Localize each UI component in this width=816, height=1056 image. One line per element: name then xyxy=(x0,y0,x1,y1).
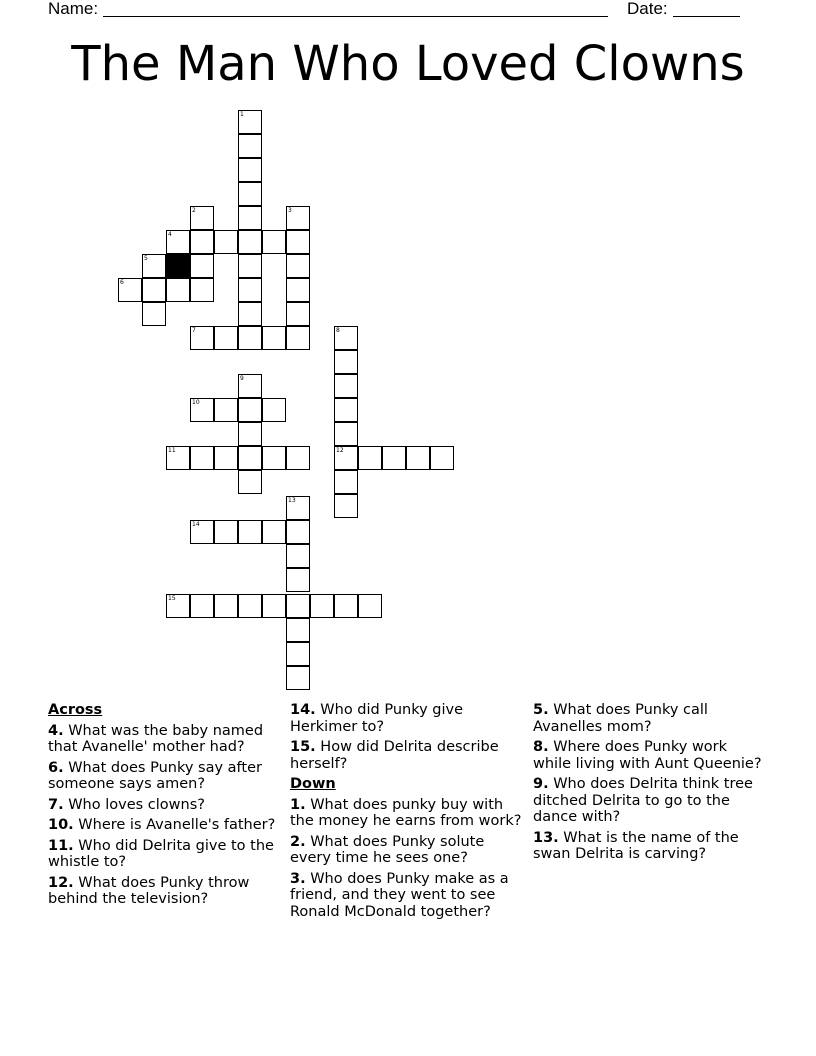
clue-num: 11. xyxy=(48,837,74,854)
crossword-cell[interactable] xyxy=(334,594,358,618)
crossword-cell[interactable] xyxy=(334,398,358,422)
crossword-cell[interactable] xyxy=(238,326,262,350)
clue-text: What was the baby named that Avanelle' mother had? xyxy=(48,722,264,755)
crossword-cell[interactable] xyxy=(238,594,262,618)
clue-num: 8. xyxy=(533,739,549,755)
page-title: The Man Who Loved Clowns xyxy=(71,36,745,92)
clue-num: 4. xyxy=(48,722,64,739)
crossword-cell[interactable] xyxy=(286,230,310,254)
across-clue xyxy=(290,739,526,772)
across-clue xyxy=(48,723,278,756)
crossword-cell[interactable] xyxy=(166,278,190,302)
clue-text: Who did Delrita give to the whistle to? xyxy=(48,837,274,870)
crossword-cell[interactable] xyxy=(238,302,262,326)
crossword-cell[interactable] xyxy=(286,544,310,568)
crossword-cell[interactable] xyxy=(238,134,262,158)
clue-number: 5 xyxy=(144,255,148,262)
clue-text: What does Punky say after someone says amen? xyxy=(48,759,262,792)
crossword-cell[interactable] xyxy=(286,520,310,544)
crossword-cell[interactable] xyxy=(262,398,286,422)
down-heading: Down xyxy=(290,776,336,792)
crossword-cell[interactable] xyxy=(286,254,310,278)
date-label: Date: xyxy=(627,0,668,18)
clue-text: What does Punky solute every time he sees one? xyxy=(290,833,485,866)
crossword-cell[interactable] xyxy=(190,520,214,544)
clue-number: 7 xyxy=(192,327,196,334)
across-clue xyxy=(48,817,278,834)
crossword-cell[interactable] xyxy=(238,206,262,230)
crossword-cell[interactable] xyxy=(382,446,406,470)
crossword-cell[interactable] xyxy=(238,278,262,302)
crossword-cell[interactable] xyxy=(214,230,238,254)
crossword-cell[interactable] xyxy=(190,398,214,422)
clue-number: 1 xyxy=(240,111,244,118)
clue-text: What does punky buy with the money he earns from work? xyxy=(290,796,522,829)
down-clue xyxy=(533,702,763,735)
crossword-cell[interactable] xyxy=(166,446,190,470)
down-clue xyxy=(290,871,526,921)
across-clue xyxy=(48,875,278,908)
crossword-cell[interactable] xyxy=(142,254,166,278)
clue-number: 9 xyxy=(240,375,244,382)
crossword-cell[interactable] xyxy=(286,278,310,302)
clue-text: What is the name of the swan Delrita is carving? xyxy=(533,829,739,862)
crossword-cell[interactable] xyxy=(214,594,238,618)
crossword-cell[interactable] xyxy=(142,278,166,302)
clue-num: 2. xyxy=(290,833,306,850)
crossword-cell[interactable] xyxy=(190,206,214,230)
crossword-cell[interactable] xyxy=(334,422,358,446)
name-label: Name: xyxy=(48,0,99,18)
crossword-cell[interactable] xyxy=(286,594,310,618)
crossword-cell[interactable] xyxy=(238,110,262,134)
crossword-cell[interactable] xyxy=(334,470,358,494)
crossword-cell[interactable] xyxy=(118,278,142,302)
crossword-cell[interactable] xyxy=(406,446,430,470)
crossword-cell[interactable] xyxy=(262,446,286,470)
clue-num: 3. xyxy=(290,870,306,887)
across-clue xyxy=(48,797,278,814)
down-clue xyxy=(290,797,526,830)
crossword-cell[interactable] xyxy=(214,446,238,470)
clue-text: Who does Delrita think tree ditched Delrita to go to the dance with? xyxy=(533,776,753,825)
down-clue xyxy=(533,739,763,772)
crossword-cell[interactable] xyxy=(310,594,334,618)
crossword-cell[interactable] xyxy=(166,594,190,618)
clue-num: 6. xyxy=(48,759,64,776)
clue-num: 10. xyxy=(48,817,74,833)
crossword-cell[interactable] xyxy=(142,302,166,326)
clue-number: 11 xyxy=(168,447,176,454)
crossword-cell[interactable] xyxy=(358,446,382,470)
clues-column-3 xyxy=(533,702,763,867)
clue-num: 1. xyxy=(290,796,306,813)
crossword-cell[interactable] xyxy=(334,374,358,398)
crossword-cell[interactable] xyxy=(262,594,286,618)
crossword-cell[interactable] xyxy=(238,446,262,470)
crossword-cell[interactable] xyxy=(214,520,238,544)
clue-num: 7. xyxy=(48,796,64,813)
clue-text: Who loves clowns? xyxy=(68,796,205,813)
clue-num: 12. xyxy=(48,874,74,891)
crossword-cell[interactable] xyxy=(190,594,214,618)
crossword-cell[interactable] xyxy=(238,158,262,182)
crossword-cell[interactable] xyxy=(358,594,382,618)
clue-number: 6 xyxy=(120,279,124,286)
clues-column-1 xyxy=(48,702,278,912)
clue-num: 14. xyxy=(290,702,316,718)
clue-text: Who does Punky make as a friend, and they went to see Ronald McDonald together? xyxy=(290,870,509,920)
clue-number: 13 xyxy=(288,497,296,504)
crossword-cell[interactable] xyxy=(286,666,310,690)
crossword-cell[interactable] xyxy=(334,446,358,470)
across-heading: Across xyxy=(48,702,103,718)
clue-number: 10 xyxy=(192,399,200,406)
crossword-cell[interactable] xyxy=(238,470,262,494)
crossword-cell[interactable] xyxy=(190,326,214,350)
crossword-cell[interactable] xyxy=(238,398,262,422)
crossword-cell[interactable] xyxy=(286,496,310,520)
crossword-cell[interactable] xyxy=(286,206,310,230)
crossword-cell[interactable] xyxy=(190,446,214,470)
down-clue xyxy=(290,834,526,867)
crossword-cell[interactable] xyxy=(286,302,310,326)
crossword-cell[interactable] xyxy=(430,446,454,470)
clue-number: 15 xyxy=(168,595,176,602)
clue-text: Where is Avanelle's father? xyxy=(78,817,276,833)
clues-column-2 xyxy=(290,702,526,924)
crossword-cell[interactable] xyxy=(238,374,262,398)
black-square xyxy=(166,254,190,278)
clue-number: 14 xyxy=(192,521,200,528)
crossword-cell[interactable] xyxy=(214,326,238,350)
clue-text: What does Punky throw behind the television? xyxy=(48,874,250,907)
crossword-cell[interactable] xyxy=(334,494,358,518)
crossword-cell[interactable] xyxy=(262,230,286,254)
clue-text: Who did Punky give Herkimer to? xyxy=(290,702,464,735)
across-clue xyxy=(48,838,278,871)
crossword-cell[interactable] xyxy=(214,398,238,422)
clue-num: 9. xyxy=(533,776,549,792)
crossword-cell[interactable] xyxy=(190,278,214,302)
crossword-cell[interactable] xyxy=(286,446,310,470)
crossword-cell[interactable] xyxy=(286,642,310,666)
clue-number: 8 xyxy=(336,327,340,334)
clue-number: 3 xyxy=(288,207,292,214)
clue-text: What does Punky call Avanelles mom? xyxy=(533,702,708,735)
clue-num: 15. xyxy=(290,739,316,755)
across-clue xyxy=(48,760,278,793)
clue-num: 13. xyxy=(533,829,559,846)
crossword-cell[interactable] xyxy=(262,520,286,544)
crossword-cell[interactable] xyxy=(190,254,214,278)
across-clue xyxy=(290,702,526,735)
crossword-cell[interactable] xyxy=(190,230,214,254)
crossword-cell[interactable] xyxy=(334,326,358,350)
crossword-cell[interactable] xyxy=(238,520,262,544)
crossword-cell[interactable] xyxy=(238,254,262,278)
crossword-cell[interactable] xyxy=(238,422,262,446)
crossword-cell[interactable] xyxy=(286,568,310,592)
crossword-cell[interactable] xyxy=(286,618,310,642)
crossword-cell[interactable] xyxy=(286,326,310,350)
crossword-cell[interactable] xyxy=(238,182,262,206)
crossword-cell[interactable] xyxy=(334,350,358,374)
down-clue xyxy=(533,776,763,826)
clue-num: 5. xyxy=(533,702,549,718)
clue-number: 12 xyxy=(336,447,344,454)
crossword-cell[interactable] xyxy=(166,230,190,254)
clue-text: Where does Punky work while living with Aunt Queenie? xyxy=(533,739,762,772)
crossword-cell[interactable] xyxy=(238,230,262,254)
down-clue xyxy=(533,830,763,863)
clue-number: 4 xyxy=(168,231,172,238)
clue-text: How did Delrita describe herself? xyxy=(290,739,499,772)
crossword-cell[interactable] xyxy=(262,326,286,350)
clue-number: 2 xyxy=(192,207,196,214)
